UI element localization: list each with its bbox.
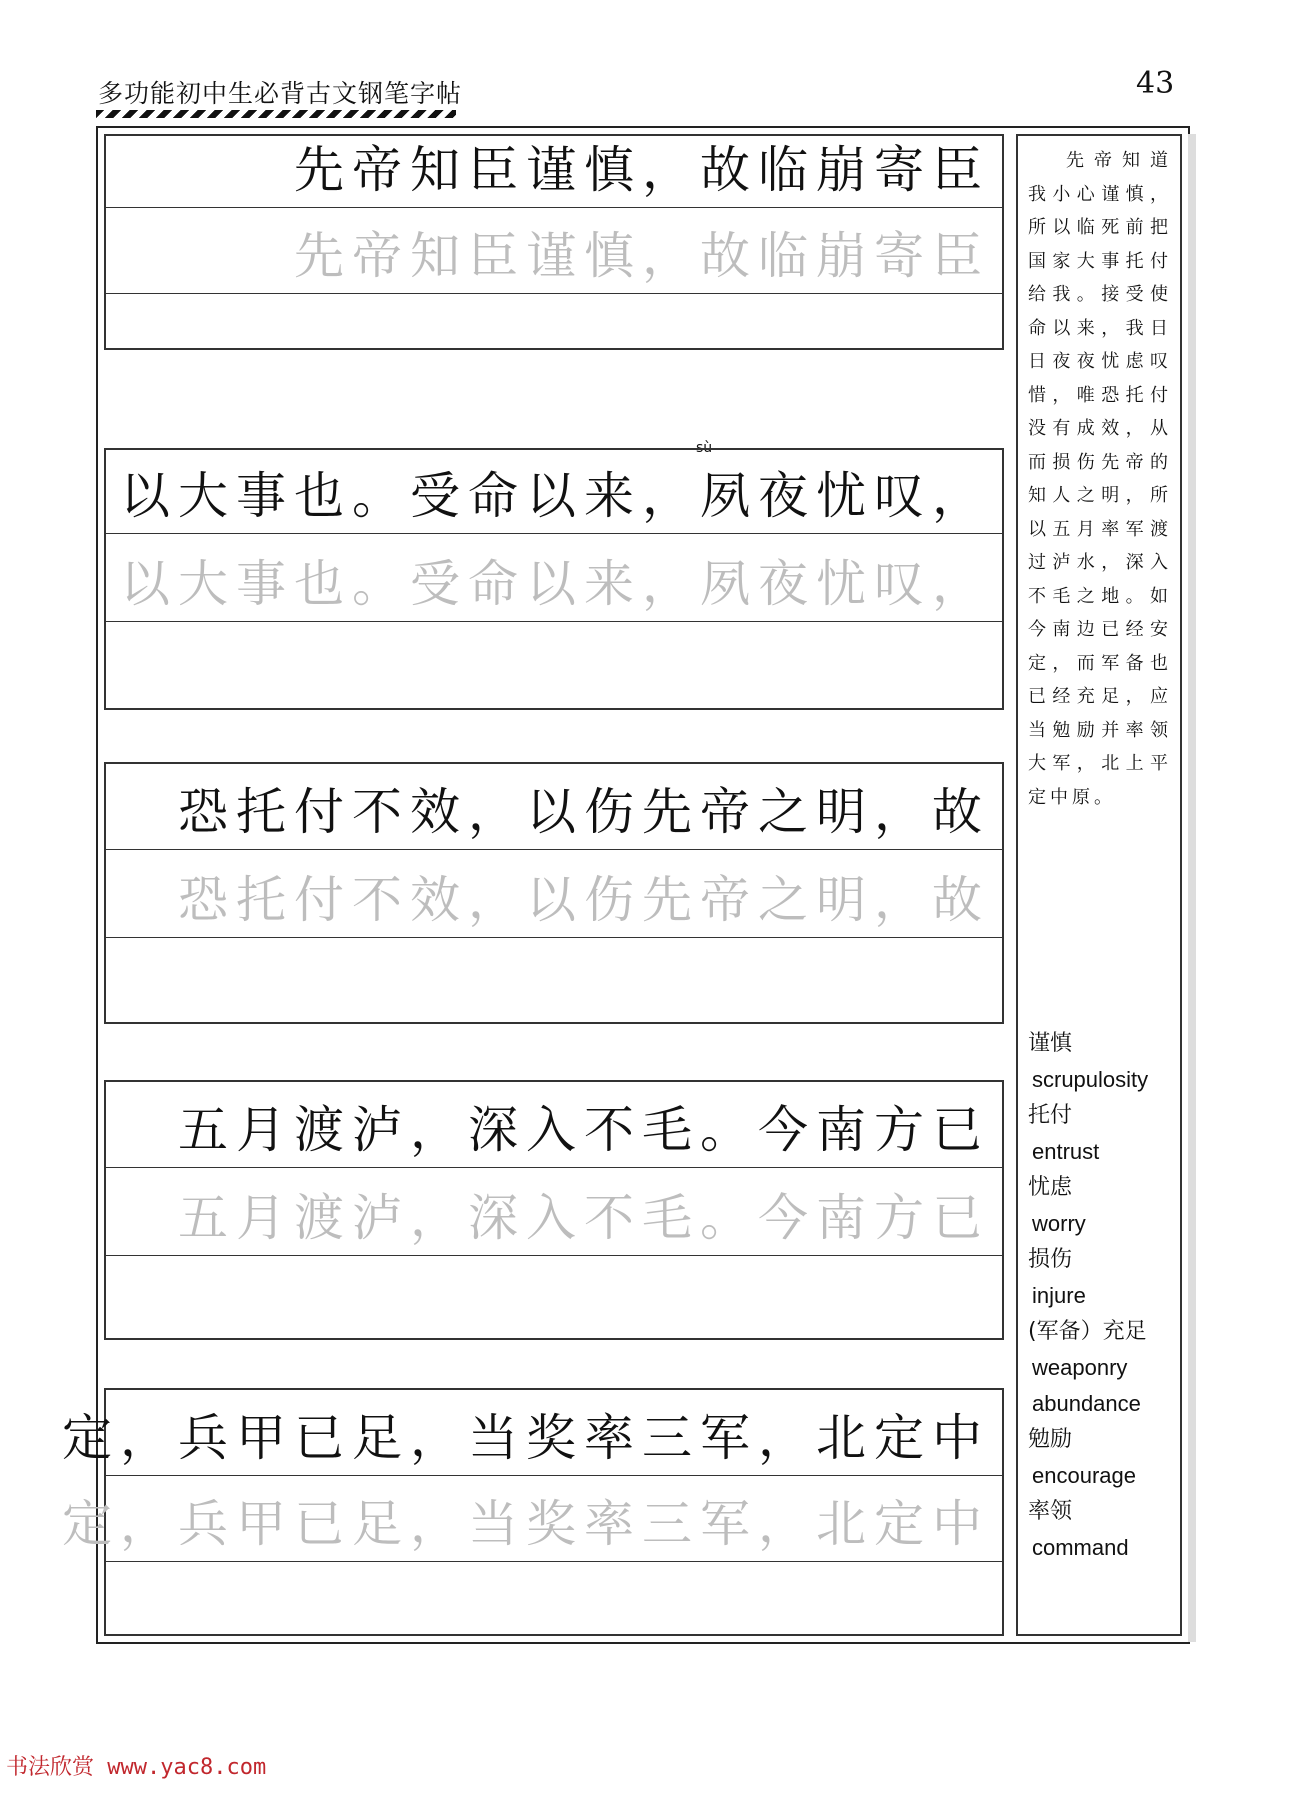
trace-row: 恐托付不效，以伤先帝之明，故 <box>106 850 1002 938</box>
vocab-chinese: 托付 <box>1028 1103 1073 1128</box>
header-decorative-stripe <box>96 110 456 118</box>
vocab-chinese: 忧虑 <box>1028 1175 1073 1200</box>
vocab-english: scrupulosity <box>1032 1067 1149 1092</box>
vocab-english: entrust <box>1032 1139 1100 1164</box>
model-row: 恐托付不效，以伤先帝之明，故 <box>106 764 1002 850</box>
model-row: 五月渡泸，深入不毛。今南方已 <box>106 1082 1002 1168</box>
vocab-english: weaponry abundance <box>1032 1355 1141 1416</box>
model-row: 定，兵甲已足，当奖率三军，北定中 <box>106 1390 1002 1476</box>
blank-row <box>106 1256 1002 1340</box>
translation-text: 先帝知道我小心谨慎，所以临死前把国家大事托付给我。接受使命以来，我日日夜夜忧虑叹惜，唯恐托付没有成效，从而损伤先帝的知人之明，所以五月率军渡过泸水，深入不毛之地。如今南边已经安定，而军备也已经充足，应当勉励并率领大军，北上平定中原。 <box>1028 150 1172 808</box>
trace-row: 先帝知臣谨慎，故临崩寄臣 <box>106 208 1002 294</box>
vocab-chinese: (军备）充足 <box>1028 1319 1147 1344</box>
model-row: 先帝知臣谨慎，故临崩寄臣 <box>106 136 1002 208</box>
vocabulary-list <box>1028 1026 1178 1566</box>
vocab-chinese: 率领 <box>1028 1499 1073 1524</box>
practice-block <box>104 448 1004 710</box>
page-number: 43 <box>1136 66 1175 101</box>
pinyin-annotation: sù <box>696 440 713 456</box>
blank-row <box>106 622 1002 710</box>
vocab-chinese: 损伤 <box>1028 1247 1073 1272</box>
vocab-chinese: 谨慎 <box>1028 1031 1073 1056</box>
trace-row: 五月渡泸，深入不毛。今南方已 <box>106 1168 1002 1256</box>
header-title: 多功能初中生必背古文钢笔字帖 <box>98 79 463 108</box>
model-row: 以大事也。受命以来，夙夜忧叹， <box>106 450 1002 534</box>
practice-block <box>62 1388 1004 1636</box>
vocab-item <box>1028 1422 1178 1494</box>
vocab-english: injure <box>1032 1283 1086 1308</box>
trace-row: 以大事也。受命以来，夙夜忧叹， <box>106 534 1002 622</box>
vocab-item <box>1028 1170 1178 1242</box>
blank-row <box>106 294 1002 350</box>
practice-block <box>104 762 1004 1024</box>
trace-row: 定，兵甲已足，当奖率三军，北定中 <box>106 1476 1002 1562</box>
vocab-english: encourage <box>1032 1463 1136 1488</box>
vocab-english: command <box>1032 1535 1129 1560</box>
site-watermark[interactable]: 书法欣赏 www.yac8.com <box>6 1755 267 1780</box>
vocab-item <box>1028 1242 1178 1314</box>
vocab-item <box>1028 1026 1178 1098</box>
blank-row <box>106 938 1002 1024</box>
vocab-item <box>1028 1494 1178 1566</box>
notes-panel <box>1016 134 1182 1636</box>
practice-block <box>104 1080 1004 1340</box>
practice-panel <box>62 134 1006 1636</box>
vocab-item <box>1028 1098 1178 1170</box>
blank-row <box>106 1562 1002 1636</box>
vocab-english: worry <box>1032 1211 1086 1236</box>
practice-block <box>104 134 1004 350</box>
vocab-item <box>1028 1314 1178 1422</box>
vocab-chinese: 勉励 <box>1028 1427 1073 1452</box>
